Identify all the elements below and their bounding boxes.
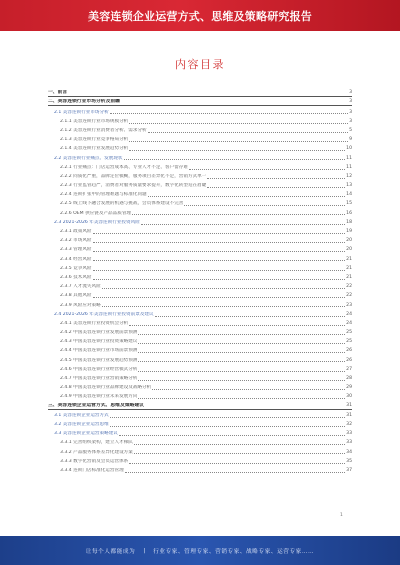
toc-entry-label: 2.3.4 经营风险 [60,256,92,262]
toc-dot-leader [129,150,345,151]
toc-entry-page: 29 [346,385,352,391]
toc-heading: 内容目录 [175,58,225,71]
toc-dot-leader [102,306,345,307]
toc-entry[interactable] [48,244,352,253]
toc-entry[interactable] [48,437,352,446]
toc-entry-page: 13 [346,183,352,189]
report-header-bar [0,0,400,31]
toc-dot-leader [93,279,346,280]
toc-entry-page: 26 [346,348,352,354]
toc-entry-label: 2.1.4 美容连锁行业发展趋势分析 [60,146,129,152]
toc-dot-leader [129,123,348,124]
toc-entry[interactable] [48,134,352,143]
toc-entry-page: 21 [346,256,352,262]
toc-entry-label: 2.4 2021-2026 年美容连锁行业投资前景及建议 [54,311,154,317]
toc-entry-page: 34 [346,449,352,455]
toc-entry[interactable] [48,106,352,115]
toc-entry[interactable] [48,235,352,244]
toc-entry-label: 2.4.1 美容连锁行业投资机会分析 [60,320,129,326]
toc-entry-label: 2.3.2 市场风险 [60,238,92,244]
toc-entry-page: 18 [346,219,352,225]
toc-dot-leader [141,224,345,225]
toc-dot-leader [207,178,345,179]
toc-entry[interactable] [48,116,352,125]
page-number: 1 [340,513,343,518]
toc-entry-page: 20 [346,247,352,253]
toc-entry-page: 21 [346,265,352,271]
toc-dot-leader [138,352,345,353]
toc-entry-page: 14 [346,192,352,198]
toc-entry-label: 2.3 2021-2026 年美容连锁行业投资风险 [54,219,140,225]
toc-dot-leader [129,141,348,142]
toc-entry[interactable] [48,143,352,152]
toc-entry-label: 3.3.2 产品服务体系差异化建设方案 [60,449,133,455]
toc-entry-page: 37 [346,467,352,473]
toc-dot-leader [138,334,345,335]
toc-dot-leader [93,270,346,271]
toc-entry-page: 25 [346,339,352,345]
footer-separator: | [143,547,146,554]
toc-dot-leader [102,288,345,289]
toc-entry[interactable] [48,391,352,400]
toc-entry-page: 33 [346,440,352,446]
toc-entry-label: 2.2 美容连锁行业痛点、发展现状 [54,155,123,161]
toc-entry[interactable] [48,382,352,391]
toc-entry[interactable] [48,446,352,455]
toc-dot-leader [93,242,346,243]
toc-dot-leader [138,371,345,372]
toc-dot-leader [129,325,345,326]
toc-entry-page: 24 [346,311,352,317]
toc-entry[interactable] [48,171,352,180]
toc-dot-leader [155,316,346,317]
toc-entry-page: 3 [349,90,352,96]
toc-entry-label: 3.2 美容连锁企业运营思维 [54,421,109,427]
toc-entry-label: 3.3.1 完善组织架构，建立人才梯队 [60,440,133,446]
toc-entry-label: 2.4.5 中国美容连锁行业发展趋势预测 [60,357,138,363]
toc-entry-page: 16 [346,210,352,216]
toc-dot-leader [124,159,346,160]
toc-dot-leader [207,187,345,188]
toc-dot-leader [93,251,346,252]
toc-entry[interactable] [48,125,352,134]
toc-entry-label: 3.3.3 数字化营销及会员运营体系 [60,458,129,464]
toc-entry[interactable] [48,373,352,382]
toc-entry[interactable] [48,318,352,327]
toc-entry[interactable] [48,97,352,106]
toc-entry-label: 2.4.3 中国美容连锁行业投资策略建议 [60,339,138,345]
toc-entry-label: 3.1 美容连锁企业运营方式 [54,412,109,418]
toc-dot-leader [152,389,345,390]
toc-dot-leader [148,196,345,197]
toc-entry-page: 25 [346,330,352,336]
toc-entry-page: 19 [346,229,352,234]
toc-dot-leader [138,398,345,399]
toc-dot-leader [148,132,348,133]
toc-entry-page: 31 [346,412,352,418]
toc-entry[interactable] [48,226,352,235]
toc-entry-page: 30 [346,394,352,400]
toc-entry-page: 11 [346,164,352,170]
toc-entry-page: 23 [346,302,352,308]
toc-entry-label: 2.1.2 美容连锁行业消费者分析、需求分析 [60,127,147,133]
toc-entry[interactable] [48,281,352,290]
toc-entry-page: 27 [346,366,352,372]
table-of-contents [48,88,352,474]
toc-entry-label: 2.1 美容连锁行业市场分析 [54,109,109,115]
toc-entry-label: 2.3.1 政策风险 [60,229,92,234]
report-title: 美容连锁企业运营方式、思维及策略研究报告 [88,9,312,23]
toc-entry[interactable] [48,189,352,198]
toc-entry[interactable] [48,198,352,207]
toc-entry-label: 2.3.5 竞争风险 [60,265,92,271]
toc-dot-leader [93,260,346,261]
toc-entry-page: 10 [346,146,352,152]
toc-entry-label: 2.1.1 美容连锁行业市场规模分析 [60,118,129,124]
toc-entry-page: 28 [346,376,352,381]
toc-dot-leader [134,453,345,454]
toc-entry[interactable] [48,419,352,428]
toc-entry-page: 11 [346,155,352,161]
toc-entry-label: 2.4.7 中国美容连锁行业营销策略分析 [60,376,138,381]
toc-entry-page: 22 [346,284,352,290]
toc-entry[interactable] [48,309,352,318]
toc-entry-page: 3 [349,109,352,115]
toc-entry[interactable] [48,152,352,161]
footer-slogan-left: 让每个人都能成为 [85,548,136,555]
toc-entry-label: 2.3.9 风险应对策略 [60,302,101,308]
toc-dot-leader [119,435,345,436]
toc-entry-label: 2.2.5 线上线下融合发展的机遇与挑战，会员体系建设不完善 [60,201,184,207]
toc-entry-label: 2.2.3 行业监管趋严，消费者对服务质量要求提升，数字化转型迫在眉睫 [60,183,207,189]
toc-dot-leader [138,361,345,362]
toc-entry-page: 31 [346,402,352,408]
toc-entry[interactable] [48,299,352,308]
toc-entry-label: 2.1.3 美容连锁行业竞争格局分析 [60,137,129,143]
toc-entry[interactable] [48,253,352,262]
toc-entry-page: 12 [346,173,352,179]
toc-entry-page: 20 [346,238,352,244]
toc-entry-page: 32 [346,421,352,427]
toc-entry-page: 3 [349,99,352,105]
toc-entry[interactable] [48,410,352,419]
toc-entry-page: 21 [346,274,352,280]
toc-entry-label: 2.3.8 其他风险 [60,293,92,299]
toc-entry-label: 2.4.6 中国美容连锁行业经营模式分析 [60,366,138,372]
toc-entry-page: 9 [349,137,352,143]
toc-entry-page: 5 [349,127,352,133]
toc-entry[interactable] [48,336,352,345]
toc-dot-leader [110,426,345,427]
toc-entry-label: 3.3.4 连锁门店标准化运营管理 [60,467,124,473]
toc-dot-leader [93,233,346,234]
toc-dot-leader [132,214,345,215]
toc-entry[interactable] [48,456,352,465]
toc-entry-label: 3.3 美容连锁企业运营策略建议 [54,431,118,437]
toc-entry-page: 3 [349,118,352,124]
toc-entry-label: 2.2.6 OEM 供应链及产品品质管理 [60,210,132,216]
toc-dot-leader [138,380,345,381]
toc-dot-leader [110,113,348,114]
footer-bar [0,536,400,565]
toc-entry[interactable] [48,290,352,299]
toc-entry-label: 2.4.8 中国美容连锁行业品牌建设及战略分析 [60,385,152,391]
toc-entry-label: 2.2.4 连锁扩张中的管理难题与标准化问题 [60,192,147,198]
toc-dot-leader [189,169,345,170]
toc-entry-label: 2.3.6 技术风险 [60,274,92,280]
footer-slogan-right: 行业专家、管理专家、营销专家、战略专家、运营专家…… [153,548,315,555]
toc-dot-leader [125,472,345,473]
toc-entry-label: 2.4.2 中国美容连锁行业发展前景预测 [60,330,138,336]
toc-entry-label: 二、美容连锁行业市场分析及前瞻 [48,99,120,105]
toc-dot-leader [138,343,345,344]
toc-entry-label: 2.2.2 同质化严重，品牌定位模糊，服务项目差异化不足，营销方式单一 [60,173,207,179]
toc-entry[interactable] [48,400,352,409]
toc-entry-page: 15 [346,201,352,207]
toc-entry-label: 2.3.7 人才流失风险 [60,284,101,290]
toc-entry-label: 2.2.1 行业痛点：门店运营成本高、专业人才不足、客户留存难 [60,164,188,170]
toc-entry-label: 2.3.3 管理风险 [60,247,92,253]
toc-entry[interactable] [48,345,352,354]
toc-entry[interactable] [48,465,352,474]
toc-entry-page: 22 [346,293,352,299]
toc-entry[interactable] [48,207,352,216]
toc-dot-leader [110,417,345,418]
toc-entry-label: 三、美容连锁企业运营方式、思维及策略建议 [48,402,144,408]
toc-entry-page: 26 [346,357,352,363]
toc-entry-page: 24 [346,320,352,326]
toc-dot-leader [134,444,345,445]
toc-entry-label: 2.4.9 中国美容连锁行业未来发展方向 [60,394,138,400]
toc-entry-label: 2.4.4 中国美容连锁行业市场前景预测 [60,348,138,354]
toc-dot-leader [184,205,345,206]
toc-entry[interactable] [48,263,352,272]
toc-entry[interactable] [48,428,352,437]
toc-entry-page: 35 [346,458,352,464]
toc-entry[interactable] [48,354,352,363]
toc-entry[interactable] [48,162,352,171]
toc-dot-leader [129,463,345,464]
toc-entry[interactable] [48,88,352,97]
toc-entry[interactable] [48,272,352,281]
toc-entry-page: 33 [346,431,352,437]
toc-entry[interactable] [48,217,352,226]
toc-entry[interactable] [48,364,352,373]
toc-entry[interactable] [48,180,352,189]
toc-entry-label: 一、前言 [48,90,68,96]
toc-dot-leader [93,297,346,298]
toc-entry[interactable] [48,327,352,336]
